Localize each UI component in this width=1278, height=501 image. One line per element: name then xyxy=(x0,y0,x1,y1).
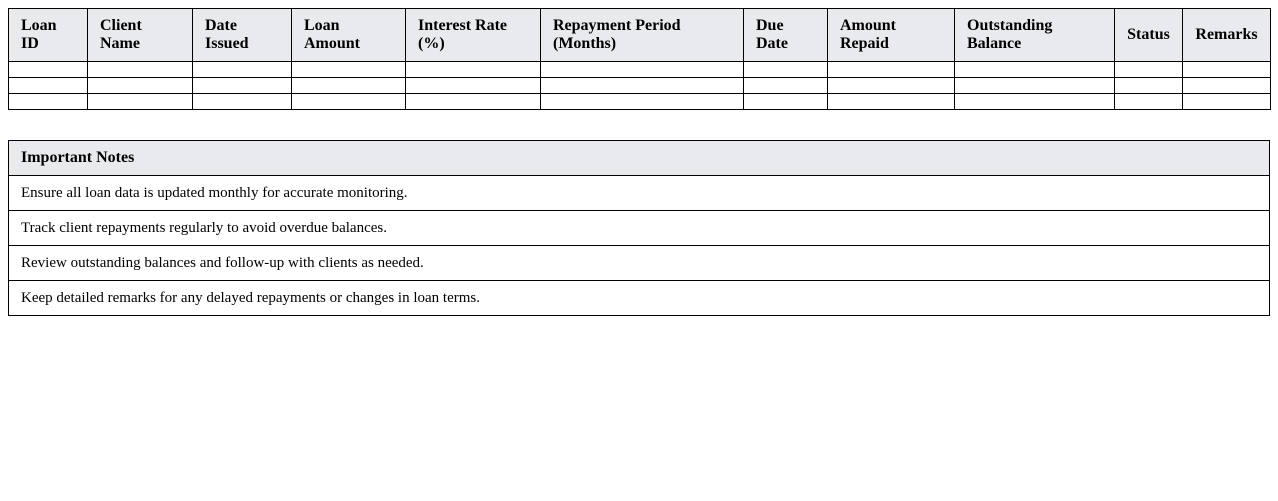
table-cell[interactable] xyxy=(406,78,541,94)
header-interest-rate: Interest Rate (%) xyxy=(406,9,541,62)
table-cell[interactable] xyxy=(292,62,406,78)
header-status: Status xyxy=(1115,9,1183,62)
table-cell[interactable] xyxy=(1115,94,1183,110)
table-cell[interactable] xyxy=(88,94,193,110)
header-remarks: Remarks xyxy=(1183,9,1271,62)
table-cell[interactable] xyxy=(744,94,828,110)
header-due-date: Due Date xyxy=(744,9,828,62)
header-client-name: Client Name xyxy=(88,9,193,62)
table-cell[interactable] xyxy=(541,78,744,94)
header-loan-amount: Loan Amount xyxy=(292,9,406,62)
table-cell[interactable] xyxy=(292,78,406,94)
table-cell[interactable] xyxy=(88,78,193,94)
list-item xyxy=(9,281,1270,316)
notes-header-row xyxy=(9,141,1270,176)
note-text: Review outstanding balances and follow-up with clients as needed. xyxy=(9,246,1270,281)
table-cell[interactable] xyxy=(193,94,292,110)
header-outstanding-balance: Outstanding Balance xyxy=(955,9,1115,62)
table-cell[interactable] xyxy=(9,78,88,94)
list-item xyxy=(9,246,1270,281)
page-content xyxy=(8,8,1270,316)
table-cell[interactable] xyxy=(9,94,88,110)
table-cell[interactable] xyxy=(828,78,955,94)
table-cell[interactable] xyxy=(541,94,744,110)
header-date-issued: Date Issued xyxy=(193,9,292,62)
table-cell[interactable] xyxy=(955,94,1115,110)
table-cell[interactable] xyxy=(828,62,955,78)
table-cell[interactable] xyxy=(1115,62,1183,78)
table-cell[interactable] xyxy=(292,94,406,110)
table-cell[interactable] xyxy=(88,62,193,78)
note-text: Ensure all loan data is updated monthly for accurate monitoring. xyxy=(9,176,1270,211)
table-cell[interactable] xyxy=(955,62,1115,78)
table-cell[interactable] xyxy=(1183,78,1271,94)
note-text: Keep detailed remarks for any delayed repayments or changes in loan terms. xyxy=(9,281,1270,316)
table-cell[interactable] xyxy=(1183,62,1271,78)
table-cell[interactable] xyxy=(828,94,955,110)
table-cell[interactable] xyxy=(9,62,88,78)
loan-tracking-table xyxy=(8,8,1271,110)
header-amount-repaid: Amount Repaid xyxy=(828,9,955,62)
header-repayment-period: Repayment Period (Months) xyxy=(541,9,744,62)
table-row xyxy=(9,62,1271,78)
header-loan-id: Loan ID xyxy=(9,9,88,62)
table-cell[interactable] xyxy=(193,62,292,78)
table-row xyxy=(9,94,1271,110)
note-text: Track client repayments regularly to avoid overdue balances. xyxy=(9,211,1270,246)
table-header-row xyxy=(9,9,1271,62)
notes-title: Important Notes xyxy=(9,141,1270,176)
list-item xyxy=(9,211,1270,246)
list-item xyxy=(9,176,1270,211)
table-cell[interactable] xyxy=(1115,78,1183,94)
table-row xyxy=(9,78,1271,94)
table-cell[interactable] xyxy=(744,78,828,94)
table-cell[interactable] xyxy=(541,62,744,78)
table-cell[interactable] xyxy=(406,94,541,110)
table-cell[interactable] xyxy=(406,62,541,78)
table-cell[interactable] xyxy=(193,78,292,94)
table-cell[interactable] xyxy=(1183,94,1271,110)
table-cell[interactable] xyxy=(955,78,1115,94)
important-notes-table xyxy=(8,140,1270,316)
table-cell[interactable] xyxy=(744,62,828,78)
